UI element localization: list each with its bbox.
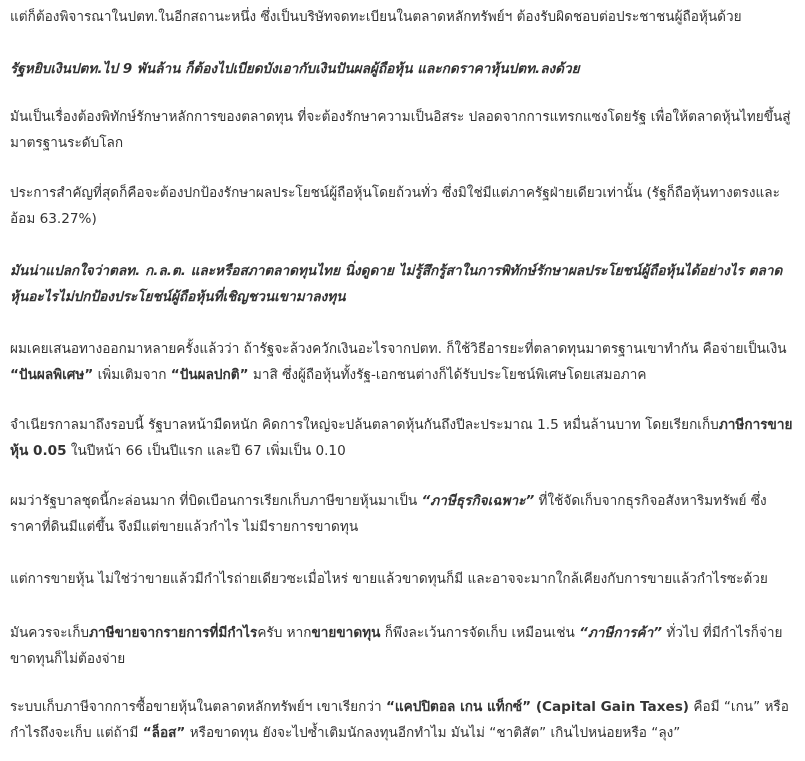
article-paragraph (10, 336, 797, 388)
paragraph-text: ในปีหน้า 66 เป็นปีแรก และปี 67 เพิ่มเป็น 0.10 (66, 443, 346, 459)
article-paragraph (10, 566, 797, 592)
emphasized-text: มันน่าแปลกใจว่าตลท. ก.ล.ต. และหรือสภาตลาดทุนไทย นิ่งดูดาย ไม่รู้สึกรู้สาในการพิทักษ์รักษาผลประโยชน์ผู้ถือหุ้นได้อย่างไร ตลาดหุ้นอะไรไม่ปกป้องประโยชน์ผู้ถือหุ้นที่เชิญชวนเขามาลงทุน (10, 263, 783, 305)
paragraph-text: ครับ หาก (257, 625, 312, 641)
article-paragraph (10, 56, 797, 82)
emphasized-text: “ภาษีธุรกิจเฉพาะ” (421, 493, 535, 509)
paragraph-text: ผมว่ารัฐบาลชุดนี้กะล่อนมาก ที่บิดเบือนการเรียกเก็บภาษีขายหุ้นมาเป็น (10, 493, 422, 509)
paragraph-text: ประการสำคัญที่สุดก็คือจะต้องปกป้องรักษาผลประโยชน์ผู้ถือหุ้นโดยถ้วนทั่ว ซึ่งมิใช่มีแต่ภาครัฐฝ่ายเดียวเท่านั้น (รัฐก็ถือหุ้นทางตรงและอ้อม 63.27%) (10, 185, 780, 227)
article-paragraph (10, 412, 797, 464)
paragraph-text: มาสิ ซึ่งผู้ถือหุ้นทั้งรัฐ-เอกชนต่างก็ได้รับประโยชน์พิเศษโดยเสมอภาค (248, 367, 647, 383)
paragraph-text: จำเนียรกาลมาถึงรอบนี้ รัฐบาลหน้ามืดหนัก คิดการใหญ่จะปล้นตลาดหุ้นกันถึงปีละประมาณ 1.5 หมื่นล้านบาท โดยเรียกเก็บ (10, 417, 719, 433)
paragraph-text: เพิ่มเติมจาก (93, 367, 171, 383)
paragraph-text: มันควรจะเก็บ (10, 625, 90, 641)
article-paragraph (10, 620, 797, 672)
paragraph-text: มันเป็นเรื่องต้องพิทักษ์รักษาหลักการของตลาดทุน ที่จะต้องรักษาความเป็นอิสระ ปลอดจากการแทรกแซงโดยรัฐ เพื่อให้ตลาดหุ้นไทยขึ้นสู่มาตรฐานระดับโลก (10, 109, 791, 151)
paragraph-text: ก็พึงละเว้นการจัดเก็บ เหมือนเช่น (380, 625, 580, 641)
emphasized-text: รัฐหยิบเงินปตท.ไป 9 พันล้าน ก็ต้องไปเบียดบังเอากับเงินปันผลผู้ถือหุ้น และกดราคาหุ้นปตท.ลงด้วย (10, 61, 580, 77)
emphasized-text: “ปันผลปกติ” (170, 367, 249, 383)
emphasized-text: “แคปปิตอล เกน แท็กซ์” (Capital Gain Taxes) (385, 699, 690, 715)
paragraph-text: แต่ก็ต้องพิจารณาในปตท.ในอีกสถานะหนึ่ง ซึ่งเป็นบริษัทจดทะเบียนในตลาดหลักทรัพย์ฯ ต้องรับผิดชอบต่อประชาชนผู้ถือหุ้นด้วย (10, 9, 742, 25)
article-paragraph (10, 4, 797, 30)
paragraph-text: ทั่วไป ที่มีกำไรก็จ่าย ขาดทุนก็ไม่ต้องจ่าย (10, 625, 783, 667)
paragraph-text: แต่การขายหุ้น ไม่ใช่ว่าขายแล้วมีกำไรถ่ายเดียวซะเมื่อไหร่ ขายแล้วขาดทุนก็มี และอาจจะมากใกล้เคียงกับการขายแล้วกำไรซะด้วย (10, 571, 768, 587)
article-paragraph (10, 104, 797, 156)
paragraph-text: ผมเคยเสนอทางออกมาหลายครั้งแล้วว่า ถ้ารัฐจะล้วงควักเงินอะไรจากปตท. ก็ใช้วิธีอารยะที่ตลาดทุนมาตรฐานเขาทำกัน คือจ่ายเป็นเงิน (10, 341, 787, 357)
paragraph-text: คือมี “เกน” หรือกำไรถึงจะเก็บ แต่ถ้ามี (10, 699, 789, 741)
emphasized-text: ภาษีการขายหุ้น 0.05 (10, 417, 793, 459)
emphasized-text: ภาษีขายจากรายการที่มีกำไร (89, 625, 258, 641)
emphasized-text: “ปันผลพิเศษ” (10, 367, 94, 383)
article-paragraph (10, 694, 797, 746)
paragraph-text: ที่ใช้จัดเก็บจากธุรกิจอสังหาริมทรัพย์ ซึ่งราคาที่ดินมีแต่ขึ้น จึงมีแต่ขายแล้วกำไร ไม่มีรายการขาดทุน (10, 493, 767, 535)
emphasized-text: “ภาษีการค้า” (579, 625, 663, 641)
article-paragraph (10, 180, 797, 232)
article-paragraph (10, 258, 797, 310)
paragraph-text: หรือขาดทุน ยังจะไปซ้ำเติมนักลงทุนอีกทำไม มันไม่ “ชาติสัต” เกินไปหน่อยหรือ “ลุง” (185, 725, 681, 741)
emphasized-text: ขายขาดทุน (311, 625, 381, 641)
article-paragraph (10, 488, 797, 540)
paragraph-text: ระบบเก็บภาษีจากการซื้อขายหุ้นในตลาดหลักทรัพย์ฯ เขาเรียกว่า (10, 699, 386, 715)
emphasized-text: “ล็อส” (142, 725, 186, 741)
